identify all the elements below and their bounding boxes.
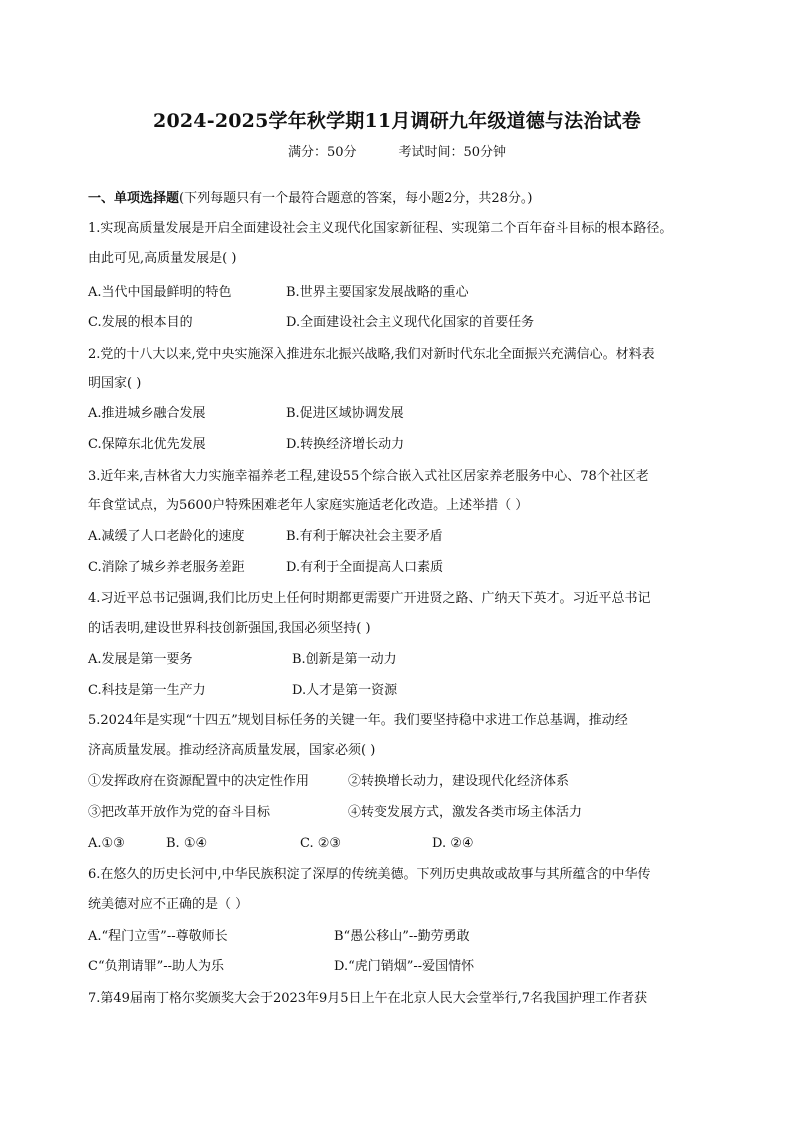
- question-5-option-b: B. ①④: [166, 836, 208, 851]
- question-5-option-a: A.①③: [88, 836, 125, 851]
- question-5-option-d: D. ②④: [432, 836, 474, 851]
- question-4-stem-line-2: 的话表明,建设世界科技创新强国,我国必须坚持( ): [88, 621, 371, 636]
- question-5-stem-line-1: 5.2024年是实现“十四五”规划目标任务的关键一年。我们要坚持稳中求进工作总基调，推动经: [88, 713, 628, 728]
- question-6-option-c: C“负荆请罪”--助人为乐: [88, 959, 225, 974]
- question-3-option-b: B.有利于解决社会主要矛盾: [286, 529, 443, 544]
- question-2-option-b: B.促进区域协调发展: [286, 406, 404, 421]
- section-title: 一、单项选择题: [88, 191, 180, 206]
- question-2-option-a: A.推进城乡融合发展: [88, 406, 206, 421]
- question-4-option-d: D.人才是第一资源: [292, 683, 398, 698]
- exam-meta: [0, 141, 794, 160]
- section-note: (下列每题只有一个最符合题意的答案，每小题2分，共28分。): [179, 191, 533, 206]
- question-6-stem-line-1: 6.在悠久的历史长河中,中华民族积淀了深厚的传统美德。下列历史典故或故事与其所蕴含的中华传: [88, 867, 651, 882]
- question-3-option-d: D.有利于全面提高人口素质: [286, 560, 444, 575]
- question-1-option-a: A.当代中国最鲜明的特色: [88, 285, 232, 300]
- exam-time: 考试时间：50分钟: [398, 145, 507, 160]
- question-1-option-d: D.全面建设社会主义现代化国家的首要任务: [286, 315, 535, 330]
- question-3-option-a: A.减缓了人口老龄化的速度: [88, 529, 245, 544]
- section-heading: [88, 190, 728, 208]
- question-5-statement-1: ①发挥政府在资源配置中的决定性作用: [88, 774, 310, 789]
- question-6-stem-line-2: 统美德对应不正确的是（ ）: [88, 897, 249, 912]
- question-4-option-c: C.科技是第一生产力: [88, 683, 206, 698]
- question-2-option-c: C.保障东北优先发展: [88, 437, 206, 452]
- question-6-option-d: D.“虎门销烟”--爱国情怀: [334, 959, 475, 974]
- question-4-option-a: A.发展是第一要务: [88, 652, 193, 667]
- question-5-statement-3: ③把改革开放作为党的奋斗目标: [88, 805, 271, 820]
- full-score: 满分：50分: [287, 145, 357, 160]
- exam-title: 2024-2025学年秋学期11月调研九年级道德与法治试卷: [153, 110, 641, 132]
- question-4-stem-line-1: 4.习近平总书记强调,我们比历史上任何时期都更需要广开进贤之路、广纳天下英才。习近平总书记: [88, 591, 651, 606]
- question-6-option-b: B“愚公移山”--勤劳勇敢: [334, 929, 470, 944]
- question-5-option-c: C. ②③: [300, 836, 342, 851]
- question-3-stem-line-2: 年食堂试点，为5600户特殊困难老年人家庭实施适老化改造。上述举措（ ）: [88, 498, 529, 513]
- question-2-stem-line-2: 明国家( ): [88, 376, 142, 391]
- question-3-stem-line-1: 3.近年来,吉林省大力实施幸福养老工程,建设55个综合嵌入式社区居家养老服务中心、78个社区老: [88, 469, 649, 484]
- question-1-stem-line-2: 由此可见,高质量发展是( ): [88, 251, 237, 266]
- question-2-option-d: D.转换经济增长动力: [286, 437, 405, 452]
- question-5-stem-line-2: 济高质量发展。推动经济高质量发展，国家必须( ): [88, 743, 376, 758]
- question-1-option-c: C.发展的根本目的: [88, 315, 193, 330]
- question-2-stem-line-1: 2.党的十八大以来,党中央实施深入推进东北振兴战略,我们对新时代东北全面振兴充满信心。材料表: [88, 347, 655, 362]
- question-5-statement-4: ④转变发展方式，激发各类市场主体活力: [348, 805, 583, 820]
- question-5-statement-2: ②转换增长动力，建设现代化经济体系: [348, 774, 570, 789]
- question-3-option-c: C.消除了城乡养老服务差距: [88, 560, 245, 575]
- question-7-stem-line-1: 7.第49届南丁格尔奖颁奖大会于2023年9月5日上午在北京人民大会堂举行,7名我国护理工作者获: [88, 991, 647, 1006]
- question-1-option-b: B.世界主要国家发展战略的重心: [286, 285, 469, 300]
- question-1-stem-line-1: 1.实现高质量发展是开启全面建设社会主义现代化国家新征程、实现第二个百年奋斗目标的根本路径。: [88, 221, 673, 236]
- question-6-option-a: A.“程门立雪”--尊敬师长: [88, 929, 228, 944]
- question-4-option-b: B.创新是第一动力: [292, 652, 397, 667]
